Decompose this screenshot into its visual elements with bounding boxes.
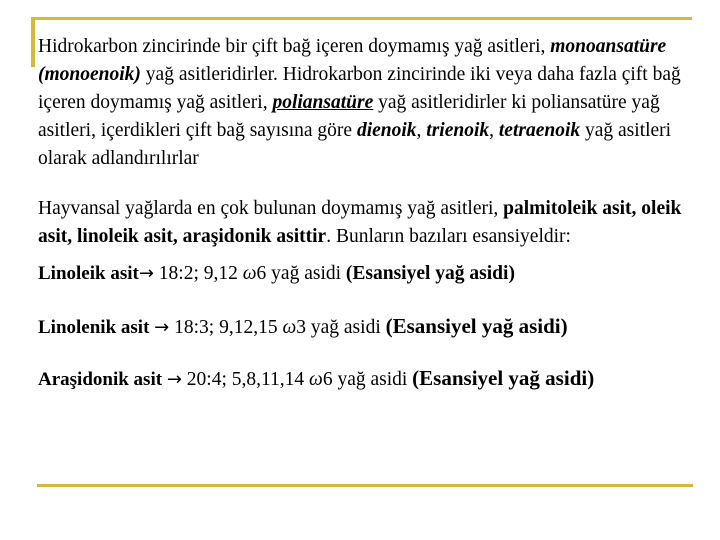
acid-line-linoleik [38, 261, 698, 287]
acid-formula: 18:3; 9,12,15 [169, 317, 283, 338]
hayvansal-paragraph [38, 195, 698, 251]
acid-formula: 18:2; 9,12 [153, 263, 243, 284]
para2-text-3: . Bunların bazıları esansiyeldir: [326, 226, 571, 247]
term-poliansature: poliansatüre [272, 92, 374, 113]
acid-line-arasidonik [38, 365, 698, 393]
omega-symbol: ω [309, 369, 323, 390]
right-arrow-icon: → [138, 263, 154, 284]
omega-number: 6 [256, 263, 267, 284]
acid-line-linolenik [38, 313, 698, 341]
essential-note: (Esansiyel yağ asidi) [412, 366, 595, 390]
para2-text-1: Hayvansal yağlarda en çok bulunan doymamış yağ asitleri, [38, 198, 504, 219]
omega-symbol: ω [282, 317, 297, 338]
omega-number: 6 [322, 369, 333, 390]
omega-symbol: ω [242, 263, 257, 284]
right-arrow-icon: → [154, 317, 170, 338]
para1-text-3: yağ asitleridirler. Hidrokarbon zincirinde iki veya daha fazla çift bağ içeren doymamış yağ asitleri, [38, 64, 681, 113]
essential-note: (Esansiyel yağ asidi) [385, 314, 568, 338]
left-accent-rule [31, 17, 35, 67]
term-tetraenoik: tetraenoik [498, 120, 581, 141]
para1-sep-1: , [416, 120, 427, 141]
omega-number: 3 [296, 317, 306, 338]
essential-note: (Esansiyel yağ asidi) [345, 263, 515, 284]
term-trienoik: trienoik [426, 120, 490, 141]
para1-text-11: yağ asitleri olarak adlandırılırlar [38, 120, 672, 169]
para1-text-1: Hidrokarbon zincirinde bir çift bağ içeren doymamış yağ asitleri, [38, 36, 551, 57]
acid-suffix: yağ asidi [332, 369, 413, 390]
right-arrow-icon: → [166, 369, 182, 390]
acid-name: Araşidonik asit [38, 369, 167, 390]
acid-name: Linolenik asit [38, 317, 155, 338]
para1-sep-2: , [489, 120, 499, 141]
acid-formula: 20:4; 5,8,11,14 [181, 369, 310, 390]
term-dienoik: dienoik [356, 120, 417, 141]
acid-suffix: yağ asidi [266, 263, 346, 284]
slide-content [38, 33, 698, 393]
bottom-accent-rule [37, 484, 693, 487]
unsaturated-acids-list: palmitoleik asit, oleik asit, linoleik asit, araşidonik asittir [38, 198, 682, 247]
para1-text-5: yağ asitleridirler ki poliansatüre yağ asitleri, içerdikleri çift bağ sayısına göre [38, 92, 660, 141]
term-monoansature: monoansatüre (monoenoik) [38, 36, 667, 85]
acid-name: Linoleik asit [38, 263, 139, 284]
top-accent-rule [32, 17, 692, 20]
acid-suffix: yağ asidi [306, 317, 386, 338]
monoansature-paragraph [38, 33, 698, 173]
